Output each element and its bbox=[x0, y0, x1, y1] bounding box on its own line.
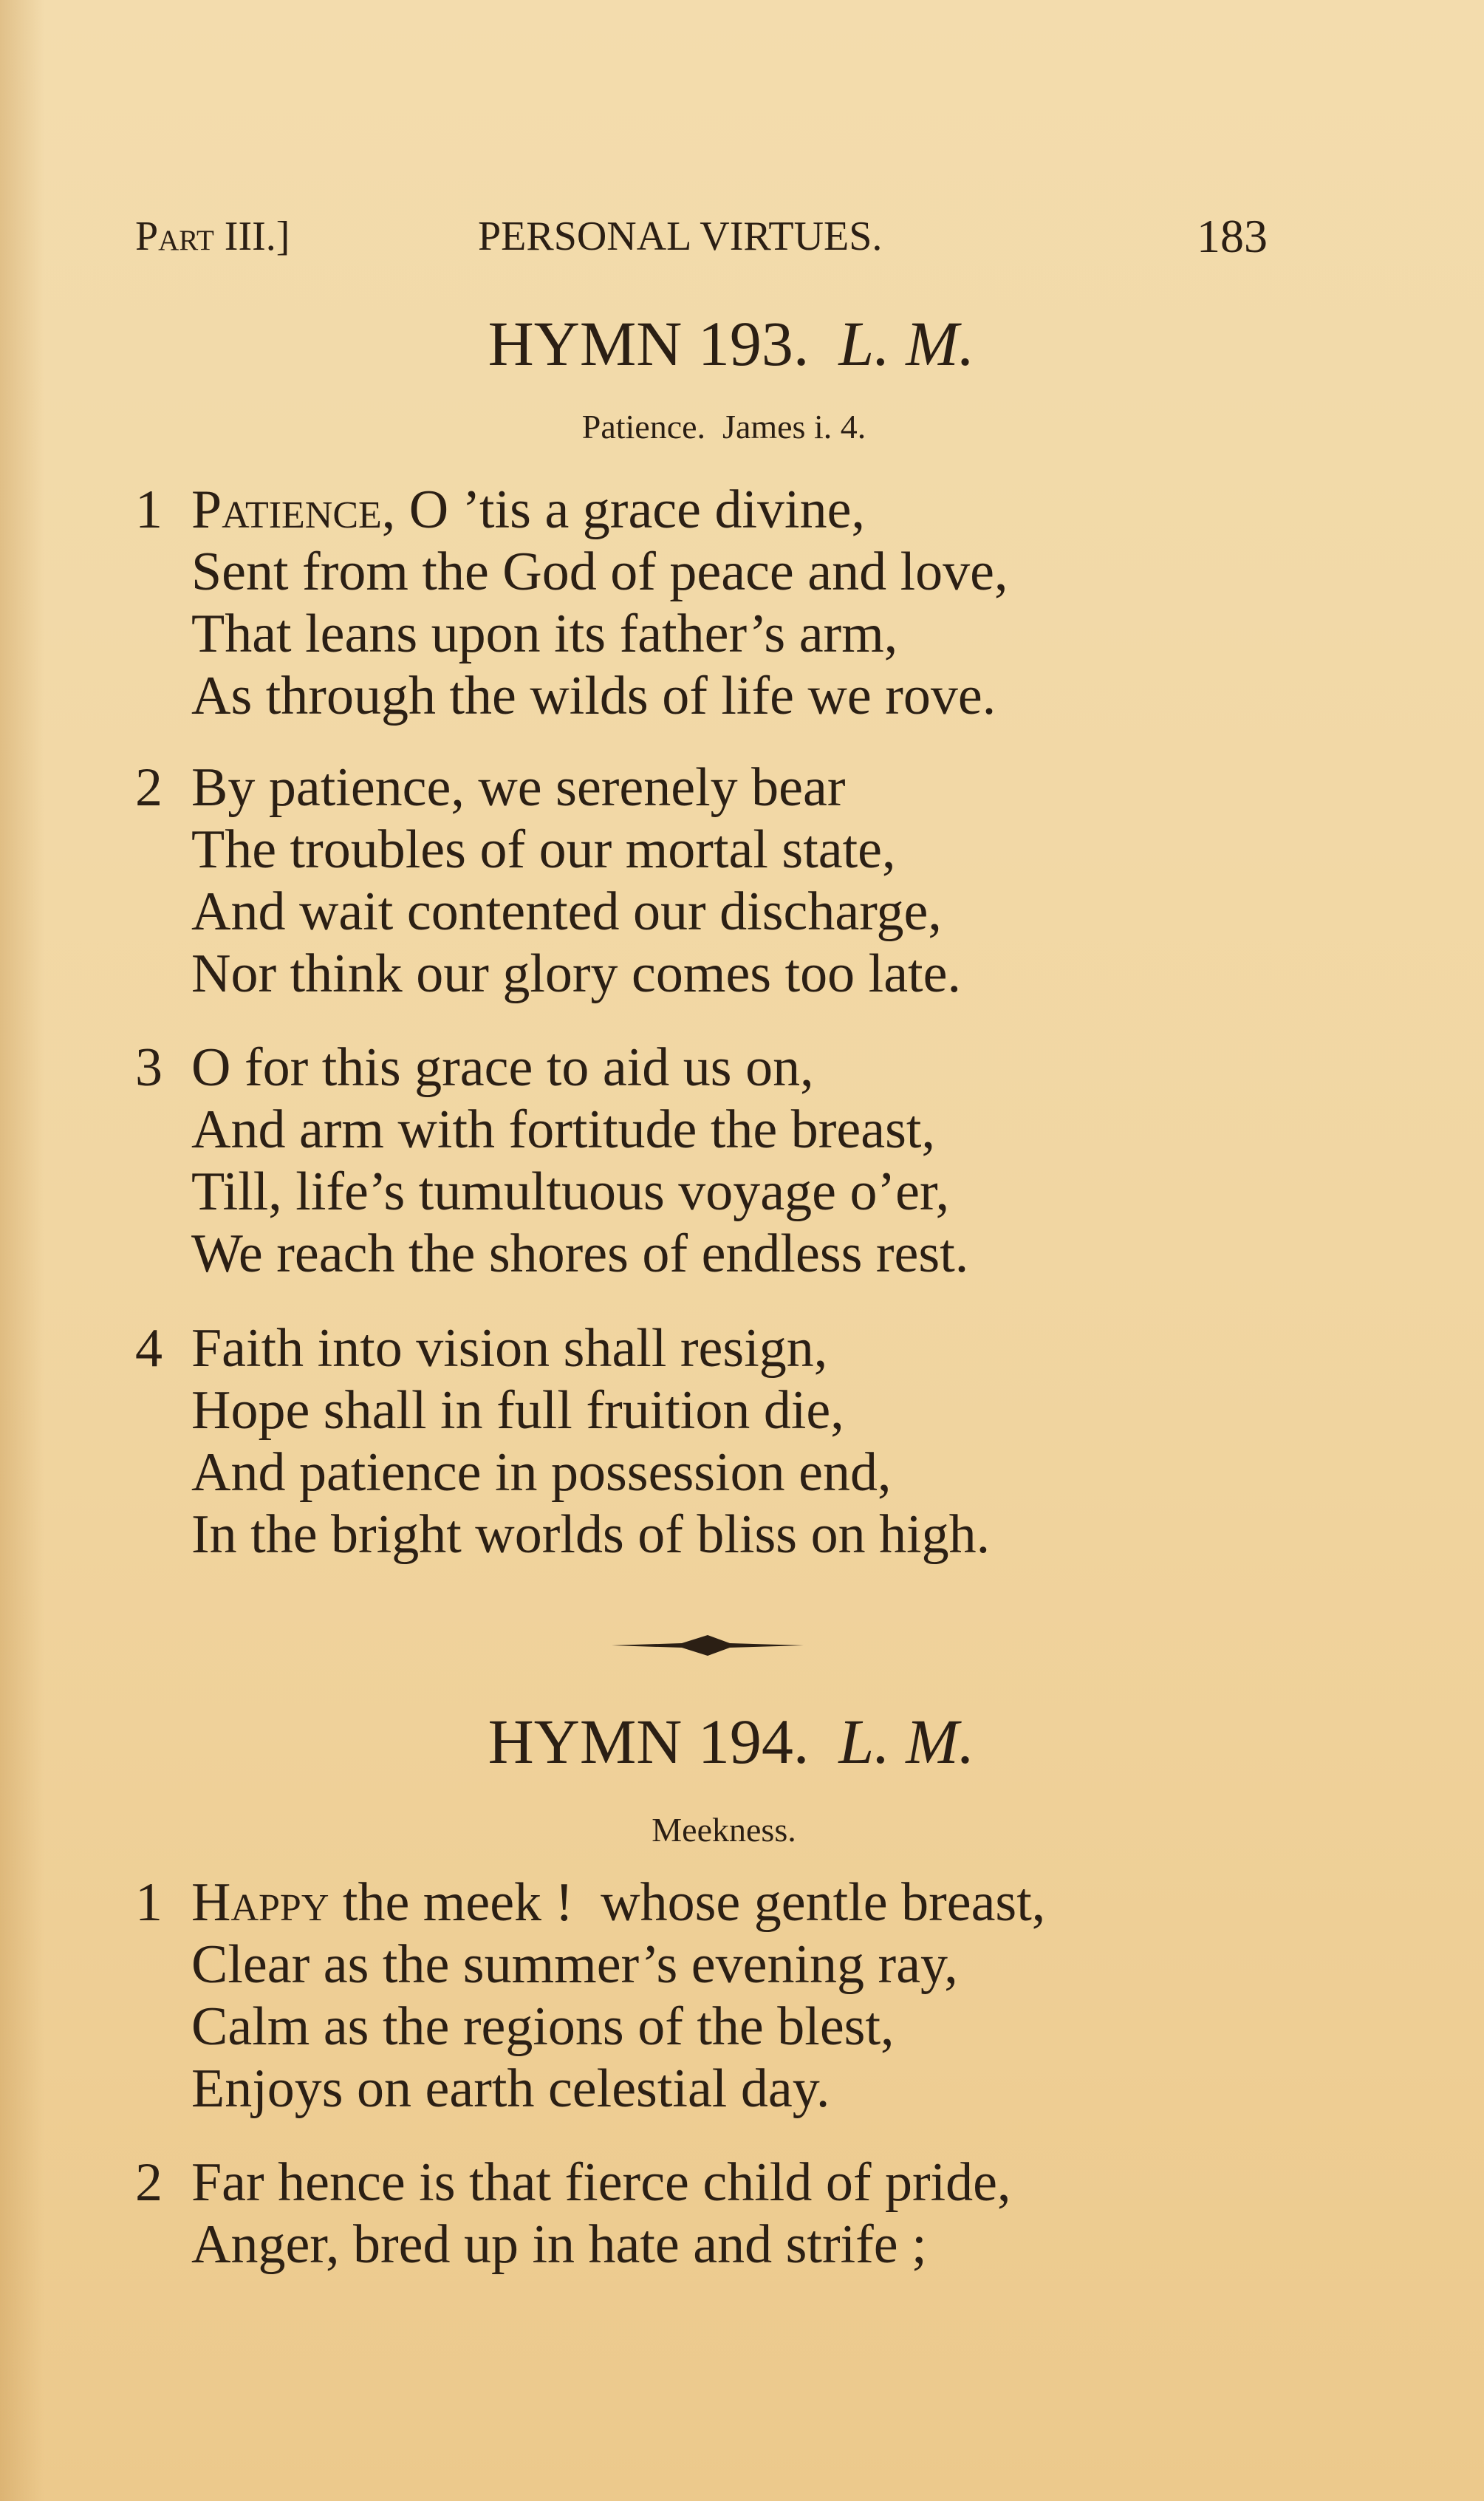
hymn-193-subtitle: Patience. James i. 4. bbox=[581, 408, 866, 446]
running-header-title: PERSONAL VIRTUES. bbox=[478, 214, 883, 259]
verse-line: Far hence is that fierce child of pride, bbox=[191, 2152, 1011, 2213]
section-divider-ornament bbox=[612, 1633, 804, 1658]
hymn-meter: L. M. bbox=[838, 1706, 975, 1777]
verse-line: Till, life’s tumultuous voyage o’er, bbox=[191, 1161, 950, 1222]
hymn-number: HYMN 193. bbox=[488, 308, 810, 379]
hymn-meter: L. M. bbox=[838, 308, 975, 379]
verse-line: We reach the shores of endless rest. bbox=[191, 1224, 969, 1284]
verse-line: Nor think our glory comes too late. bbox=[191, 944, 961, 1004]
stanza-number: 4 bbox=[135, 1318, 163, 1379]
page-number: 183 bbox=[1197, 210, 1268, 262]
hymn-193-title bbox=[0, 303, 1463, 384]
verse-line: And patience in possession end, bbox=[191, 1442, 892, 1503]
stanza-number: 3 bbox=[135, 1037, 163, 1098]
verse-line: And arm with fortitude the breast, bbox=[191, 1099, 935, 1160]
verse-line: Faith into vision shall resign, bbox=[191, 1318, 828, 1379]
lead-word: Patience, bbox=[191, 480, 396, 540]
verse-line bbox=[191, 1872, 1045, 1934]
running-header-part: Part III.] bbox=[135, 214, 290, 259]
verse-line: Anger, bred up in hate and strife ; bbox=[191, 2214, 927, 2275]
verse-line: Clear as the summer’s evening ray, bbox=[191, 1934, 958, 1995]
verse-line: Enjoys on earth celestial day. bbox=[191, 2058, 830, 2119]
verse-line: As through the wilds of life we rove. bbox=[191, 666, 996, 726]
line-text: O ’tis a grace divine, bbox=[395, 480, 865, 540]
verse-line: By patience, we serenely bear bbox=[191, 757, 846, 818]
line-text: the meek ! whose gentle breast, bbox=[329, 1872, 1046, 1933]
verse-line: In the bright worlds of bliss on high. bbox=[191, 1504, 991, 1565]
verse-line: That leans upon its father’s arm, bbox=[191, 604, 898, 664]
stanza-number: 2 bbox=[135, 2152, 163, 2213]
hymn-194-title bbox=[0, 1701, 1463, 1782]
verse-line: The troubles of our mortal state, bbox=[191, 819, 896, 880]
stanza-number: 2 bbox=[135, 757, 163, 818]
verse-line: And wait contented our discharge, bbox=[191, 881, 942, 942]
verse-line: Sent from the God of peace and love, bbox=[191, 542, 1008, 602]
stanza-number: 1 bbox=[135, 480, 163, 540]
hymn-194-subtitle: Meekness. bbox=[652, 1811, 796, 1849]
stanza-number: 1 bbox=[135, 1872, 163, 1933]
verse-line: Calm as the regions of the blest, bbox=[191, 1996, 895, 2057]
hymn-number: HYMN 194. bbox=[488, 1706, 810, 1777]
verse-line: Hope shall in full fruition die, bbox=[191, 1380, 844, 1441]
lead-word: Happy bbox=[191, 1872, 329, 1933]
verse-line bbox=[191, 479, 1008, 541]
verse-line: O for this grace to aid us on, bbox=[191, 1037, 814, 1098]
